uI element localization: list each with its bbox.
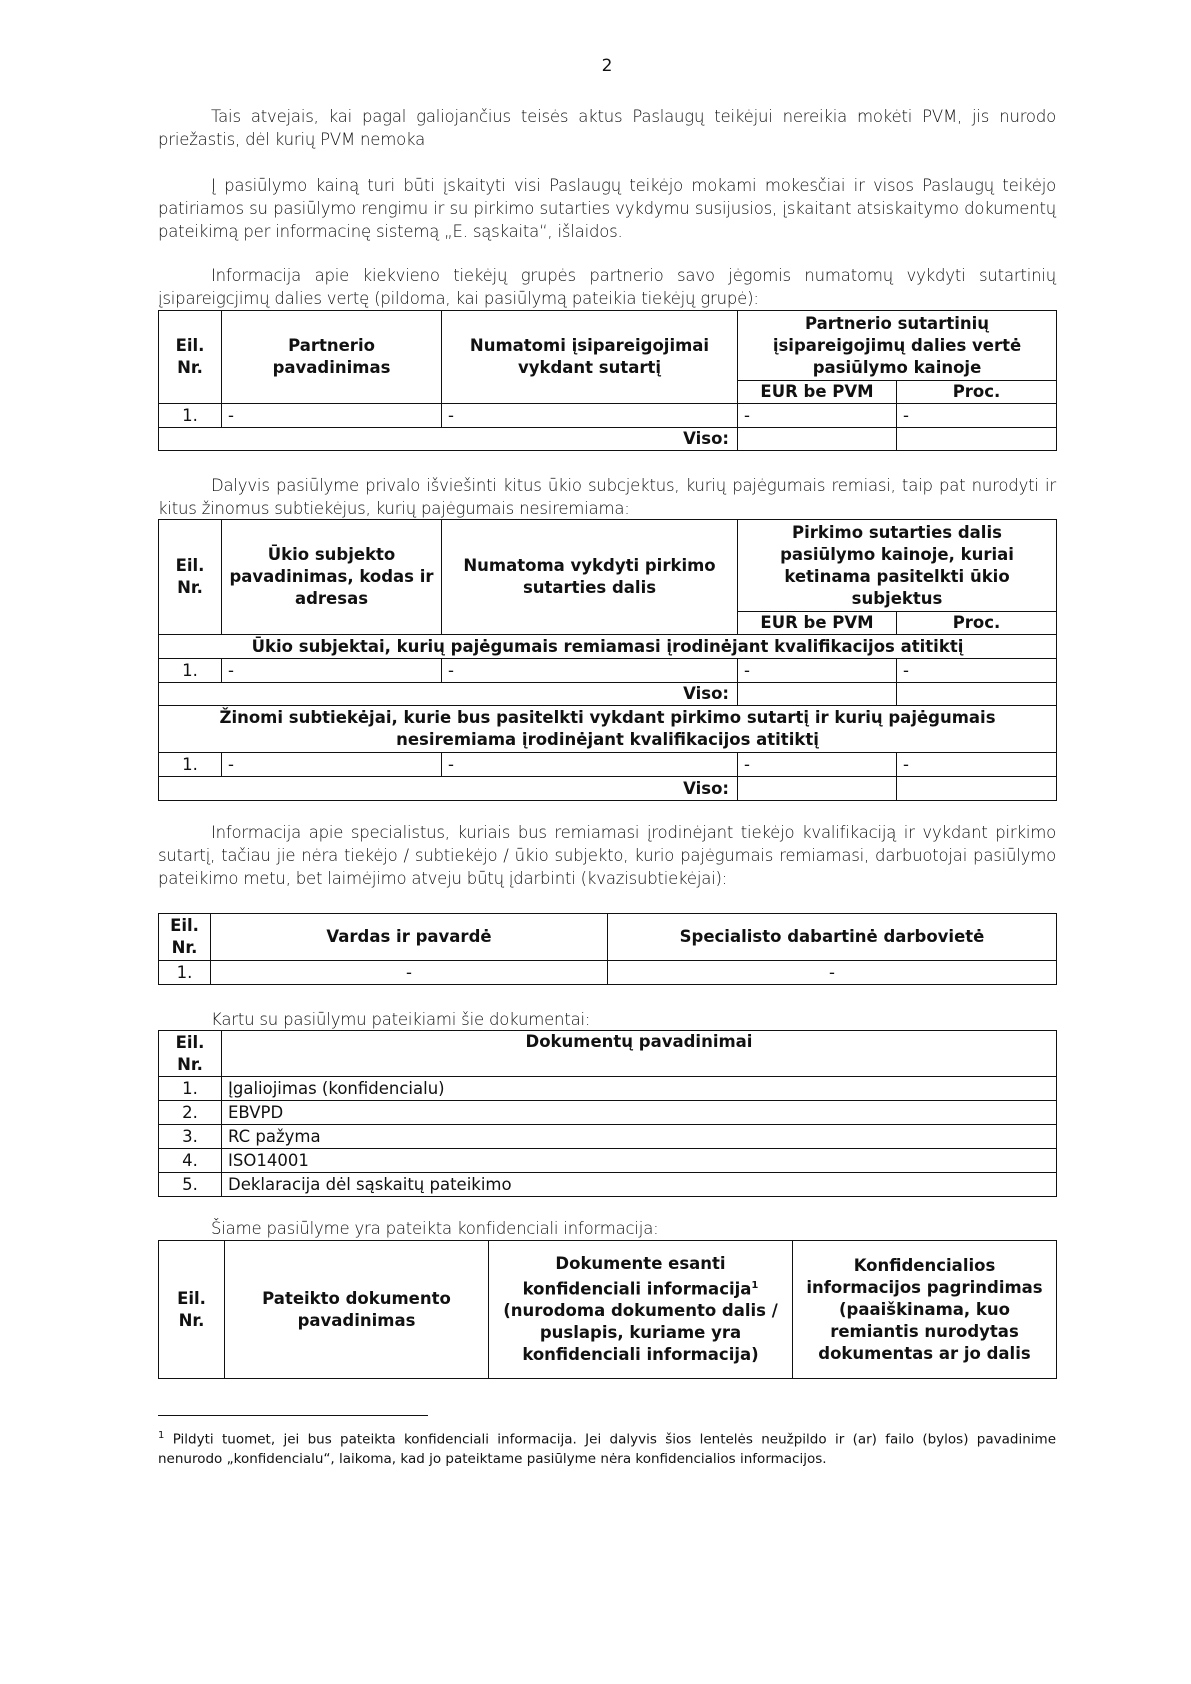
- subcontractors-table: Eil. Nr. Ūkio subjekto pavadinimas, kodas ir adresas Numatoma vykdyti pirkimo sutarties dalis Pirkimo sutarties dalis pasiūlymo kainoje, kuriai ketinama pasitelkti ūkio subjektus EUR be PVM Proc. Ūkio subjektai, kurių pajėgumais remiamasi įrodinėjant kvalifikacijos atitiktį 1. - - - - Viso: Žinomi subtiekėjai, kurie bus pasitelkti vykdant pirkimo sutartį ir kurių pajėgumais nesiremiama įrodinėjant kvalifikacijos atitiktį 1. - - - - Viso:: [158, 519, 1056, 801]
- total-row: Viso:: [159, 683, 1057, 706]
- header-obligations: Numatomi įsipareigojimai vykdant sutartį: [442, 311, 738, 404]
- paragraph-partners: Informacija apie kiekvieno tiekėjų grupės partnerio savo jėgomis numatomų vykdyti sutartinių įsipareigcjimų dalies vertę (pildoma, kai pasiūlymą pateikia tiekėjų grupė):: [158, 266, 1056, 308]
- paragraph-specialists: Informacija apie specialistus, kuriais bus remiamasi įrodinėjant tiekėjo kvalifikaciją ir vykdant pirkimo sutartį, tačiau jie nėra tiekėjo / subtiekėjo / ūkio subjekto, kurio pajėgumais remiamasi, darbuotojai pasiūlymo pateikimo metu, bet laimėjimo atveju būtų įdarbinti (kvazisubtiekėjai):: [158, 823, 1056, 888]
- header-nr: Eil. Nr.: [159, 311, 222, 404]
- footnote: $^1$ Pildyti tuomet, jei bus pateikta konfidenciali informacija. Jei dalyvis šios lentelės neužpildo ir (ar) failo (bylos) pavadinime nenurodo „konfidencialu“, laikoma, kad jo pateiktame pasiūlyme nėra konfidencialios informacijos.: [158, 1430, 1056, 1467]
- documents-table: Eil. Nr. Dokumentų pavadinimai 1. Įgaliojimas (konfidencialu) 2. EBVPD 3. RC pažyma 4. ISO14001 5. Deklaracija dėl sąskaitų pateikimo: [158, 1030, 1056, 1197]
- section-header: Žinomi subtiekėjai, kurie bus pasitelkti vykdant pirkimo sutartį ir kurių pajėgumais nesiremiama įrodinėjant kvalifikacijos atitiktį: [159, 706, 1057, 753]
- table-row: 4. ISO14001: [159, 1149, 1057, 1173]
- section-header: Ūkio subjektai, kurių pajėgumais remiamasi įrodinėjant kvalifikacijos atitiktį: [159, 635, 1057, 659]
- specialists-table: Eil. Nr. Vardas ir pavardė Specialisto dabartinė darbovietė 1. - -: [158, 913, 1056, 985]
- paragraph-subcontractors: Dalyvis pasiūlyme privalo išviešinti kitus ūkio subcjektus, kurių pajėgumais remiasi, taip pat nurodyti ir kitus žinomus subtiekėjus, kurių pajėgumais nesiremiama:: [158, 476, 1056, 518]
- table-row: 1. - - - -: [159, 404, 1057, 428]
- page-number: 2: [601, 56, 613, 76]
- header-eur: EUR be PVM: [738, 381, 897, 404]
- footnote-ref[interactable]: 1: [751, 1279, 759, 1291]
- table-row: 3. RC pažyma: [159, 1125, 1057, 1149]
- paragraph-vat: Tais atvejais, kai pagal galiojančius teisės aktus Paslaugų teikėjui nereikia mokėti PVM, jis nurodo priežastis, dėl kurių PVM nemoka: [158, 107, 1056, 149]
- header-proc: Proc.: [897, 381, 1057, 404]
- header-value: Partnerio sutartinių įsipareigojimų dalies vertė pasiūlymo kainoje: [738, 311, 1057, 381]
- table-row: 1. Įgaliojimas (konfidencialu): [159, 1077, 1057, 1101]
- total-row: Viso:: [159, 777, 1057, 801]
- partners-table: [158, 310, 1056, 451]
- table-row: 1. - - - -: [159, 659, 1057, 683]
- header-partner-name: Partnerio pavadinimas: [222, 311, 442, 404]
- table-row: 1. - - - -: [159, 753, 1057, 777]
- footnote-separator: [158, 1415, 428, 1416]
- total-row: Viso:: [159, 428, 1057, 451]
- table-row: 5. Deklaracija dėl sąskaitų pateikimo: [159, 1173, 1057, 1197]
- confidential-table: Eil. Nr. Pateikto dokumento pavadinimas Dokumente esanti konfidenciali informacija$^1$ (nurodoma dokumento dalis / puslapis, kuriame yra konfidenciali informacija) Konfidencialios informacijos pagrindimas (paaiškinama, kuo remiantis nurodytas dokumentas ar jo dalis: [158, 1240, 1056, 1379]
- table-row: 2. EBVPD: [159, 1101, 1057, 1125]
- paragraph-price: Į pasiūlymo kainą turi būti įskaityti visi Paslaugų teikėjo mokami mokesčiai ir visos Paslaugų teikėjo patiriamos su pasiūlymo rengimu ir su pirkimo sutarties vykdymu susijusios, įskaitant atsiskaitymo dokumentų pateikimą per informacinę sistemą „E. sąskaita“, išlaidos.: [158, 176, 1056, 241]
- table-row: 1. - -: [159, 961, 1057, 985]
- paragraph-documents: Kartu su pasiūlymu pateikiami šie dokumentai:: [211, 1010, 591, 1029]
- paragraph-confidential: Šiame pasiūlyme yra pateikta konfidenciali informacija:: [211, 1219, 659, 1238]
